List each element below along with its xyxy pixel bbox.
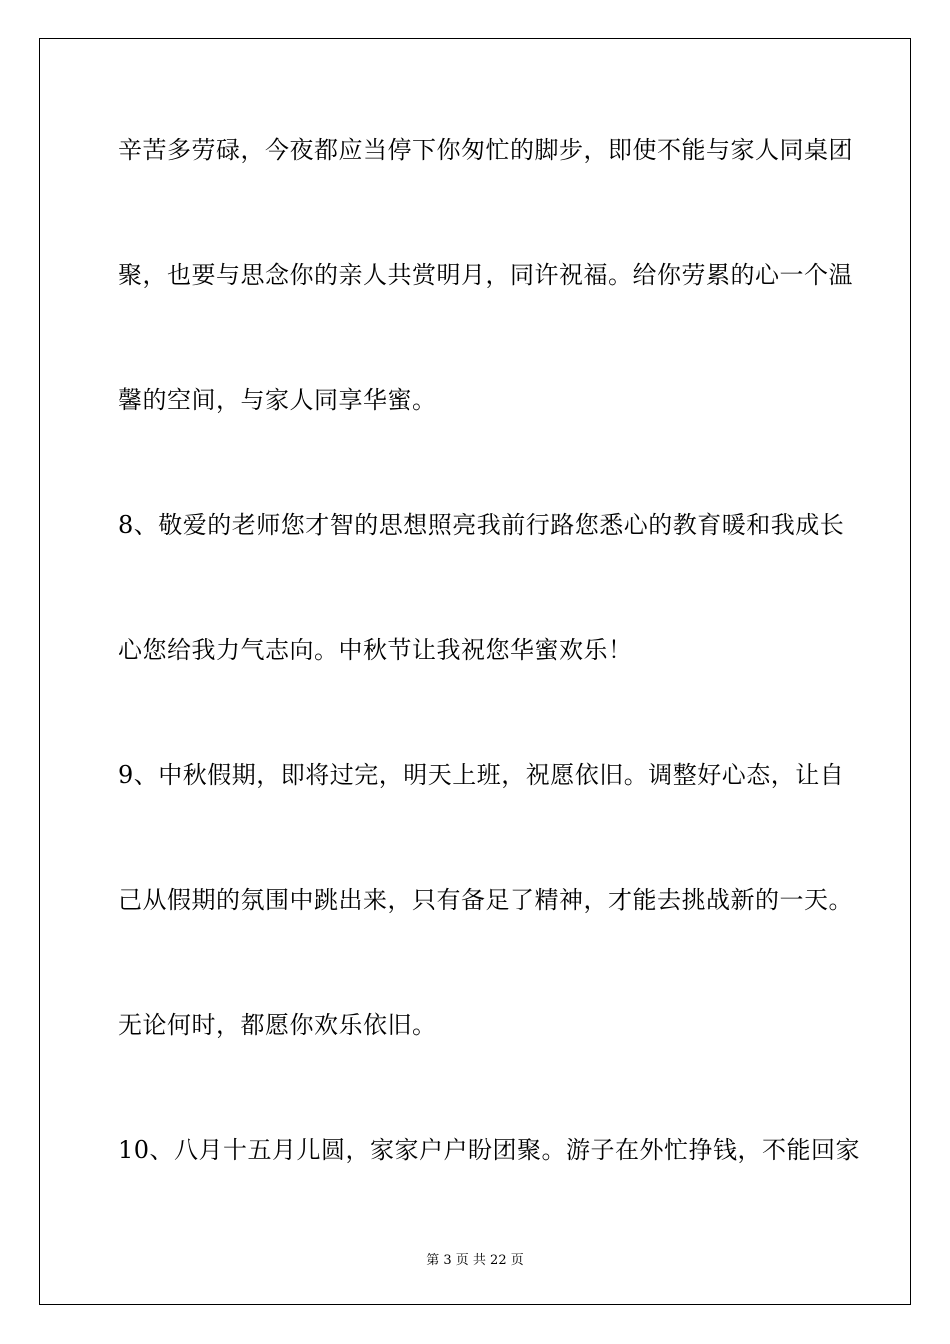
text-line: 聚，也要与思念你的亲人共赏明月，同许祝福。给你劳累的心一个温 — [118, 261, 853, 289]
text-line: 无论何时，都愿你欢乐依旧。 — [118, 1011, 437, 1039]
text-line: 馨的空间，与家人同享华蜜。 — [118, 386, 437, 414]
text-line: 心您给我力气志向。中秋节让我祝您华蜜欢乐！ — [118, 636, 633, 664]
text-line: 9、中秋假期，即将过完，明天上班，祝愿依旧。调整好心态，让自 — [118, 761, 845, 789]
document-page — [39, 38, 911, 1305]
text-line: 辛苦多劳碌，今夜都应当停下你匆忙的脚步，即使不能与家人同桌团 — [118, 136, 853, 164]
page-number-footer: 第 3 页 共 22 页 — [426, 1253, 524, 1268]
text-line: 8、敬爱的老师您才智的思想照亮我前行路您悉心的教育暖和我成长 — [118, 511, 845, 539]
text-line: 10、八月十五月儿圆，家家户户盼团聚。游子在外忙挣钱，不能回家 — [118, 1136, 861, 1164]
text-line: 己从假期的氛围中跳出来，只有备足了精神，才能去挑战新的一天。 — [118, 886, 853, 914]
